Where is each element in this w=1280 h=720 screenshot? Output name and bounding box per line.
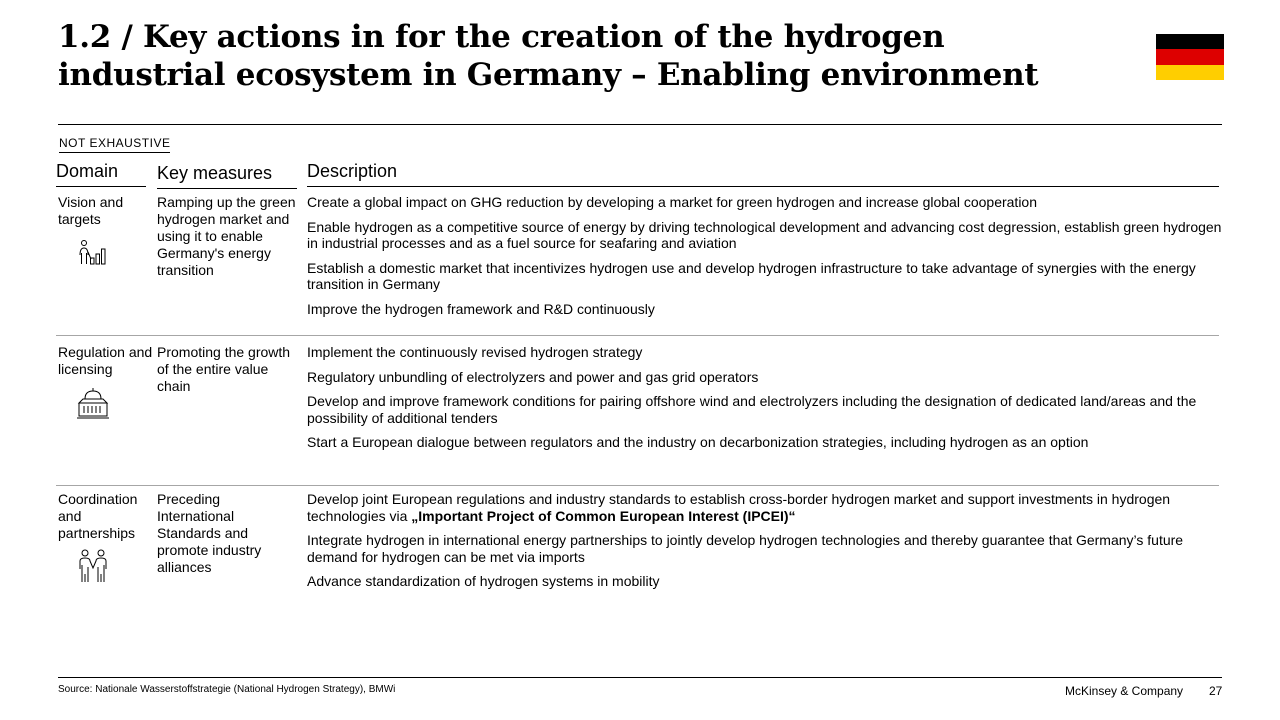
page-number: 27	[1209, 684, 1223, 698]
ipcei-emphasis: „Important Project of Common European Interest (IPCEI)“	[411, 507, 796, 524]
not-exhaustive-tag: NOT EXHAUSTIVE	[59, 136, 170, 153]
person-chart-icon	[75, 238, 111, 274]
description-item: Create a global impact on GHG reduction by developing a market for green hydrogen and increase global cooperation	[307, 194, 1037, 210]
domain-label: Coordination and partnerships	[58, 491, 138, 541]
description-list	[307, 344, 1222, 459]
description-item: Start a European dialogue between regulators and the industry on decarbonization strategies, including hydrogen as an option	[307, 434, 1089, 450]
flag-stripe-black	[1156, 34, 1224, 49]
key-measure: Ramping up the green hydrogen market and using it to enable Germany's energy transition	[157, 194, 296, 278]
description-item: Implement the continuously revised hydrogen strategy	[307, 344, 643, 360]
description-item	[307, 491, 1222, 524]
domain-label: Vision and targets	[58, 194, 124, 227]
description-item: Integrate hydrogen in international energy partnerships to jointly develop hydrogen technologies and thereby guarantee that Germany’s future demand for hydrogen can be met via imports	[307, 532, 1184, 565]
source-note: Source: Nationale Wasserstoffstrategie (National Hydrogen Strategy), BMWi	[58, 684, 396, 695]
germany-flag-icon	[1156, 34, 1224, 80]
description-item: Establish a domestic market that incentivizes hydrogen use and develop hydrogen infrastructure to take advantage of synergies with the energy transition in Germany	[307, 259, 1196, 292]
description-item: Regulatory unbundling of electrolyzers and power and gas grid operators	[307, 368, 759, 385]
description-item: Develop and improve framework conditions for pairing offshore wind and electrolyzers including the designation of dedicated land/areas and the possibility of additional tenders	[307, 393, 1197, 426]
domain-label: Regulation and licensing	[58, 344, 153, 377]
column-header-description: Description	[307, 160, 1219, 187]
description-list	[307, 491, 1222, 598]
description-list	[307, 194, 1222, 325]
flag-stripe-gold	[1156, 65, 1224, 80]
description-text: Develop joint European regulations and industry standards to establish cross-border hydrogen market and support investments in hydrogen technologies via	[307, 491, 1171, 524]
government-building-icon	[75, 386, 111, 422]
footer-divider	[58, 677, 1222, 678]
description-item: Enable hydrogen as a competitive source of energy by driving technological development and advancing cost degression, establish green hydrogen in industrial processes and as a fuel source for seafaring and aviation	[307, 218, 1222, 251]
key-measure: Preceding International Standards and promote industry alliances	[157, 491, 262, 575]
page-title: 1.2 / Key actions in for the creation of the hydrogen industrial ecosystem in Germany – Enabling environment	[58, 19, 1039, 93]
flag-stripe-red	[1156, 49, 1224, 64]
description-item: Advance standardization of hydrogen systems in mobility	[307, 573, 660, 589]
column-header-key-measures: Key measures	[157, 162, 297, 189]
column-header-domain: Domain	[56, 160, 146, 187]
key-measure: Promoting the growth of the entire value chain	[157, 344, 291, 394]
people-partnership-icon	[75, 549, 111, 585]
company-name: McKinsey & Company	[1065, 684, 1184, 698]
section-divider	[56, 335, 1219, 336]
title-divider	[58, 124, 1222, 125]
description-item: Improve the hydrogen framework and R&D continuously	[307, 300, 655, 317]
section-divider	[56, 485, 1219, 486]
